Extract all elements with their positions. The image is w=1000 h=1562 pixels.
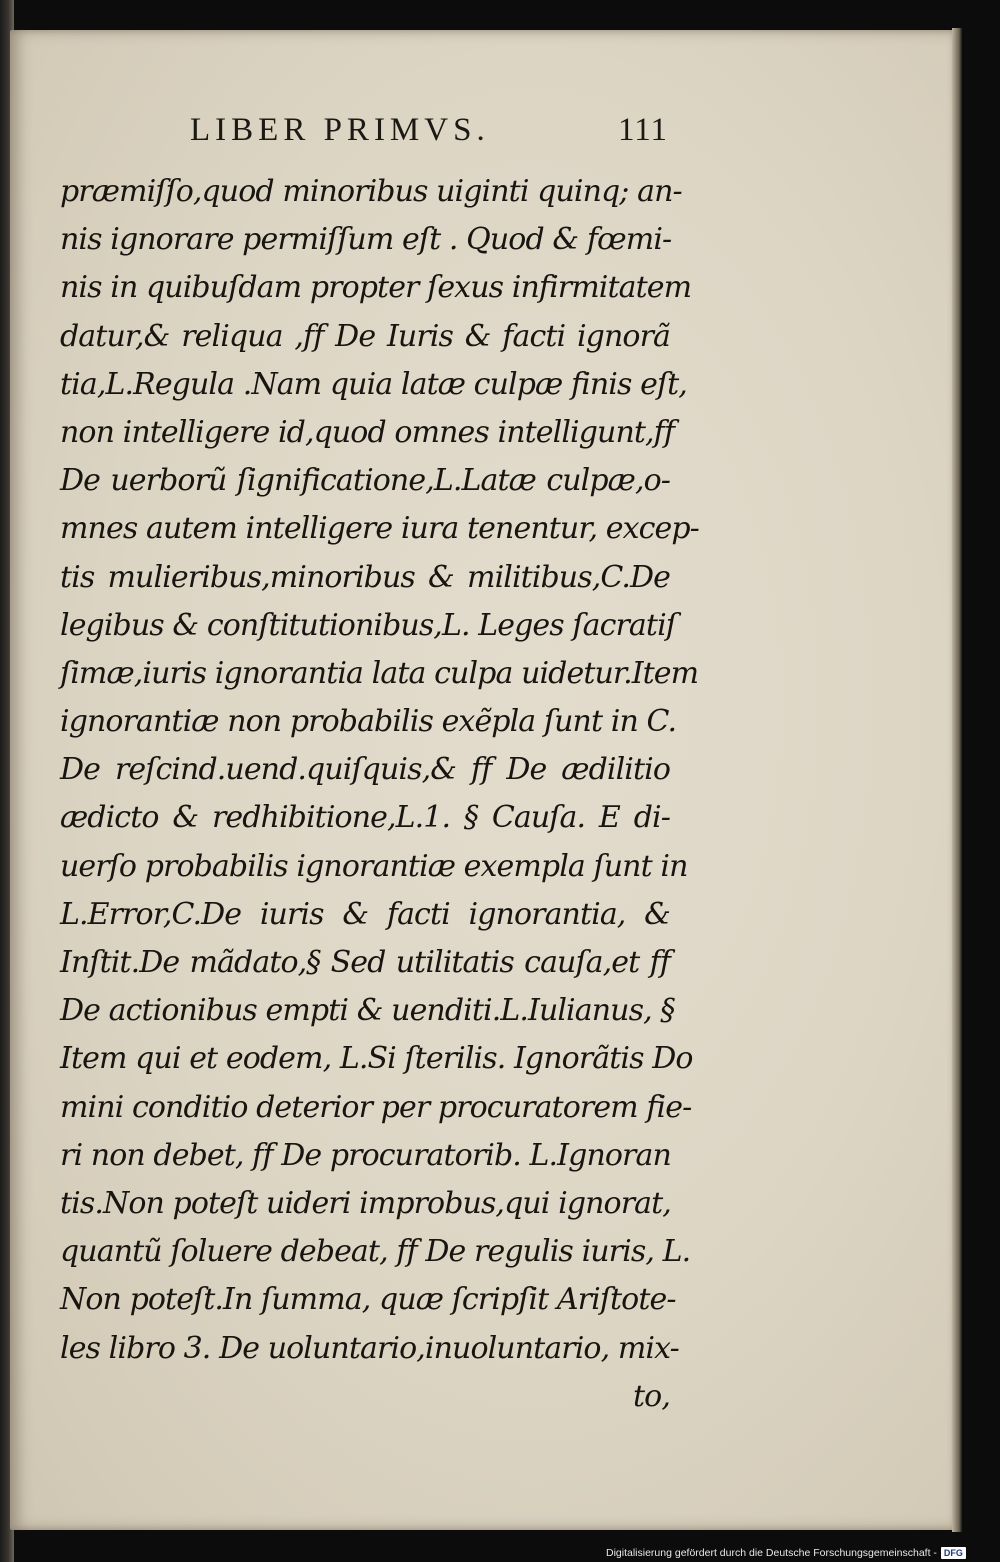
text-line: Non poteſt.In ſumma, quæ ſcripſit Ariſtote-	[60, 1282, 676, 1318]
text-line: to,	[633, 1378, 670, 1414]
text-line: præmiſſo,quod minoribus uiginti quinq; an-	[60, 174, 682, 209]
text-line: De uerborũ ſignificatione,L.Latæ culpæ,o-	[60, 463, 670, 499]
text-line: ri non debet, ff De procuratorib. L.Ignoran	[60, 1137, 671, 1173]
running-title: LIBER PRIMVS.	[190, 112, 490, 148]
text-line: quantũ ſoluere debeat, ff De regulis iuris, L.	[60, 1234, 691, 1270]
text-line: uerſo probabilis ignorantiæ exempla ſunt in	[60, 848, 688, 884]
text-line: les libro 3. De uoluntario,inuoluntario, mix-	[60, 1330, 679, 1366]
text-line: ædicto & redhibitione,L.1. § Cauſa. E di-	[60, 800, 670, 836]
body-text	[60, 168, 699, 1421]
dfg-logo: DFG	[941, 1547, 966, 1559]
credit-text: Digitalisierung gefördert durch die Deutsche Forschungsgemeinschaft -	[606, 1547, 937, 1559]
page-number: 111	[617, 112, 668, 148]
text-line: mnes autem intelligere iura tenentur, excep-	[60, 511, 699, 547]
text-line: datur,& reliqua ,ff De Iuris & facti ignorã	[60, 318, 670, 354]
text-line: ſimæ,iuris ignorantia lata culpa uidetur.Item	[60, 655, 699, 691]
digitization-credit	[606, 1545, 966, 1561]
text-line: legibus & conſtitutionibus,L. Leges ſacratiſ	[60, 607, 676, 643]
page-header	[180, 112, 668, 152]
text-line: tia,L.Regula .Nam quia latæ culpæ finis eſt,	[60, 366, 687, 402]
text-line: De actionibus empti & uenditi.L.Iulianus, §	[60, 993, 675, 1029]
text-line: Item qui et eodem, L.Si ſterilis. Ignorãtis Do	[60, 1041, 693, 1077]
text-line: nis in quibuſdam propter ſexus infirmitatem	[60, 270, 692, 306]
text-line: tis.Non poteſt uideri improbus,qui ignorat,	[60, 1185, 671, 1221]
text-line: tis mulieribus,minoribus & militibus,C.De	[60, 559, 670, 595]
text-line: L.Error,C.De iuris & facti ignorantia, &	[60, 896, 670, 932]
text-line: De reſcind.uend.quiſquis,& ff De ædilitio	[60, 752, 670, 788]
text-line: ignorantiæ non probabilis exẽpla ſunt in C.	[60, 704, 677, 740]
page-fore-edge	[952, 28, 962, 1532]
text-line: non intelligere id,quod omnes intelligunt,ff	[60, 414, 675, 450]
text-line: Inſtit.De mãdato,§ Sed utilitatis cauſa,et ff	[60, 945, 670, 980]
text-line: mini conditio deterior per procuratorem fie-	[60, 1089, 692, 1125]
text-line: nis ignorare permiſſum eſt . Quod & fœmi-	[60, 222, 672, 258]
